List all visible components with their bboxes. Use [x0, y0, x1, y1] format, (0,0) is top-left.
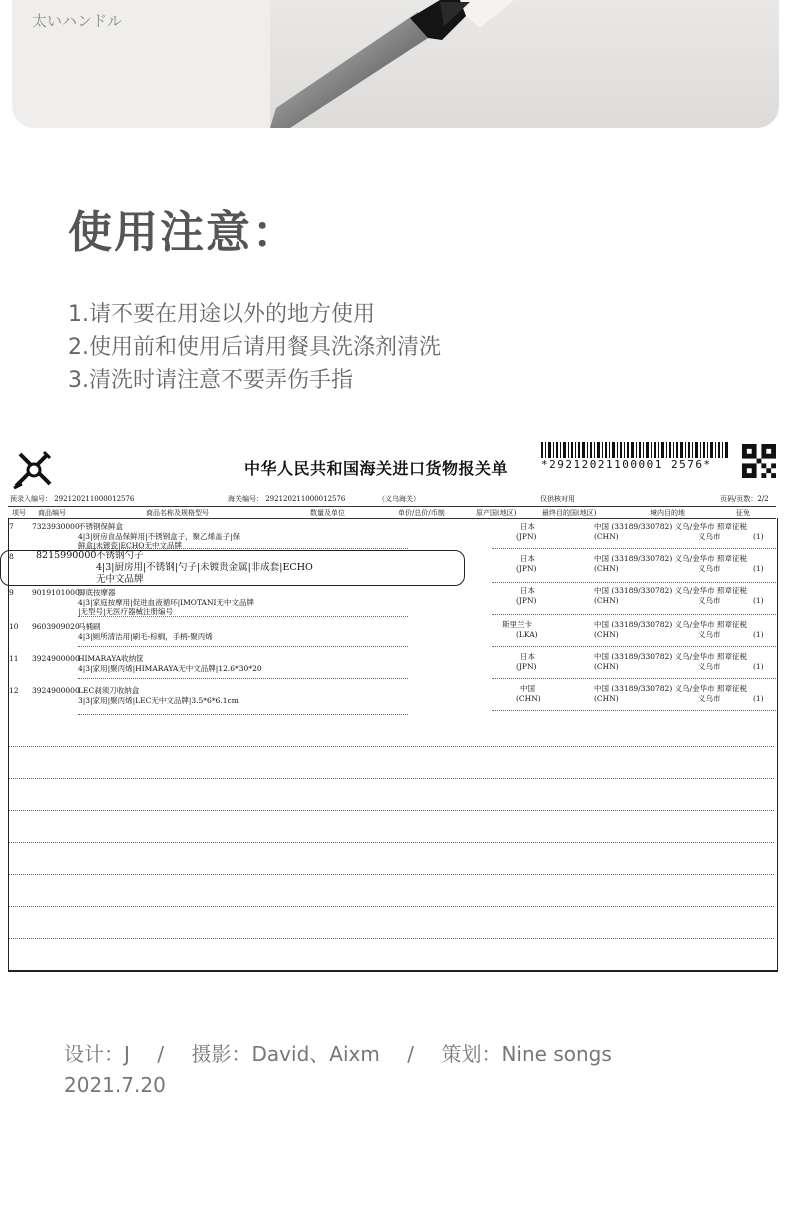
usage-list — [68, 298, 441, 397]
barcode-number: *29212021100001 2576* — [541, 458, 712, 471]
row-dest-city: 义乌市 — [698, 564, 721, 573]
row-origin: 斯里兰卡 — [502, 620, 532, 629]
row-destination: 中国 (33189/330782) 义乌/金华市 照章征税 — [594, 620, 748, 629]
header-domestic: 境内目的地 — [650, 509, 685, 517]
header-code: 商品编号 — [38, 509, 66, 517]
row-code: 8215990000 — [36, 550, 97, 561]
credit-separator: / — [157, 1042, 165, 1066]
row-origin-code: (CHN) — [516, 694, 541, 703]
row-dest-city: 义乌市 — [698, 532, 721, 541]
product-caption: 太いハンドル — [32, 12, 123, 30]
row-spec2: 鲜盒|未镀瓷|ECHO无中文品牌 — [78, 541, 182, 550]
row-code: 3924900000 — [32, 654, 80, 663]
row-origin: 中国 — [520, 684, 535, 693]
row-destination: 中国 (33189/330782) 义乌/金华市 照章征税 — [594, 684, 748, 693]
customs-number: 海关编号： 292120211000012576 — [228, 495, 346, 503]
row-spec: 4|3|厨房食品保鲜用|不锈钢盒子，聚乙烯盖子|保 — [78, 532, 241, 541]
row-spec: 4|3|厕所清洁用|刷毛-棕榈，手柄-聚丙烯 — [78, 632, 213, 641]
row-origin-code: (LKA) — [516, 630, 538, 639]
header-destination: 最终目的国(地区) — [542, 509, 597, 517]
usage-item: 2.使用前和使用后请用餐具洗涤剂清洗 — [68, 335, 441, 360]
knife-photo — [270, 0, 779, 128]
barcode — [541, 442, 731, 458]
row-tax: (1) — [753, 532, 764, 541]
row-dest-city: 义乌市 — [698, 630, 721, 639]
row-tax: (1) — [753, 662, 764, 671]
credit-photo: 摄影：David、Aixm — [191, 1042, 380, 1066]
document-title: 中华人民共和国海关进口货物报关单 — [244, 459, 509, 478]
row-origin-code: (JPN) — [516, 662, 537, 671]
row-origin-code: (JPN) — [516, 532, 537, 541]
row-tax: (1) — [753, 694, 764, 703]
usage-title: 使用注意： — [68, 207, 298, 258]
header-item-no: 项号 — [12, 509, 26, 517]
qr-code-icon — [742, 444, 776, 478]
row-dest-code: (CHN) — [594, 662, 619, 671]
row-dest-city: 义乌市 — [698, 596, 721, 605]
usage-item: 3.清洗时请注意不要弄伤手指 — [68, 368, 353, 393]
row-spec: 3|3|家用|聚丙烯|LEC无中文品牌|3.5*6*6.1cm — [78, 696, 239, 705]
credit-separator: / — [407, 1042, 415, 1066]
row-spec2: 无中文品牌 — [96, 574, 144, 585]
row-no: 11 — [9, 654, 19, 663]
row-destination: 中国 (33189/330782) 义乌/金华市 照章征税 — [594, 522, 748, 531]
row-no: 8 — [9, 552, 14, 561]
row-no: 9 — [9, 588, 14, 597]
header-origin: 原产国(地区) — [476, 509, 517, 517]
row-tax: (1) — [753, 564, 764, 573]
document-border — [8, 518, 778, 972]
row-spec: 4|3|家庭按摩用|促进血液循环|IMOTANI无中文品牌 — [78, 598, 254, 607]
product-image-card — [12, 0, 779, 128]
row-name: 脚底按摩器 — [78, 588, 116, 597]
header-tax: 征免 — [736, 509, 750, 517]
row-no: 10 — [9, 622, 19, 631]
customs-emblem-icon — [10, 448, 58, 492]
row-name: 马桶刷 — [78, 622, 101, 631]
row-name: LEC刹须刀收纳盒 — [78, 686, 140, 695]
row-code: 9603909020 — [32, 622, 80, 631]
usage-item: 1.请不要在用途以外的地方使用 — [68, 302, 375, 327]
row-code: 3924900000 — [32, 686, 80, 695]
row-dest-code: (CHN) — [594, 564, 619, 573]
row-origin-code: (JPN) — [516, 596, 537, 605]
row-origin-code: (JPN) — [516, 564, 537, 573]
customs-port: （义乌海关） — [378, 495, 420, 503]
row-destination: 中国 (33189/330782) 义乌/金华市 照章征税 — [594, 652, 748, 661]
credit-design: 设计：J — [64, 1042, 130, 1066]
header-price: 单价/总价/币制 — [398, 509, 445, 517]
row-name: 不锈钢勺子 — [96, 550, 144, 561]
row-destination: 中国 (33189/330782) 义乌/金华市 照章征税 — [594, 554, 748, 563]
credit-plan: 策划：Nine songs — [441, 1042, 612, 1066]
row-spec: 4|3|家用|聚丙烯|HIMARAYA无中文品牌|12.6*30*20 — [78, 664, 262, 673]
row-origin: 日本 — [520, 554, 535, 563]
row-dest-code: (CHN) — [594, 694, 619, 703]
row-destination: 中国 (33189/330782) 义乌/金华市 照章征税 — [594, 586, 748, 595]
pre-entry-number: 预录入编号： 292120211000012576 — [10, 495, 135, 503]
row-origin: 日本 — [520, 652, 535, 661]
row-dest-city: 义乌市 — [698, 694, 721, 703]
row-code: 7323930000 — [32, 522, 80, 531]
row-origin: 日本 — [520, 586, 535, 595]
row-code: 9019101000 — [32, 588, 80, 597]
customs-declaration — [8, 438, 780, 976]
row-tax: (1) — [753, 630, 764, 639]
row-tax: (1) — [753, 596, 764, 605]
row-dest-code: (CHN) — [594, 596, 619, 605]
knife-illustration — [270, 0, 779, 128]
row-spec: 4|3|厨房用|不锈钢|勺子|未镀贵金属|非成套|ECHO — [96, 562, 313, 573]
row-no: 12 — [9, 686, 19, 695]
row-dest-city: 义乌市 — [698, 662, 721, 671]
credits-line — [64, 1038, 614, 1067]
header-name: 商品名称及规格型号 — [146, 509, 209, 517]
row-dest-code: (CHN) — [594, 532, 619, 541]
page-count: 页码/页数：2/2 — [720, 495, 769, 503]
row-name: 不锈钢保鲜盒 — [78, 522, 123, 531]
row-name: HIMARAYA收纳筐 — [78, 654, 144, 663]
row-no: 7 — [9, 522, 14, 531]
row-dest-code: (CHN) — [594, 630, 619, 639]
row-spec2: |无型号|无医疗器械注册编号 — [78, 607, 174, 616]
row-origin: 日本 — [520, 522, 535, 531]
publish-date: 2021.7.20 — [64, 1073, 166, 1097]
header-quantity: 数量及单位 — [310, 509, 345, 517]
verify-note: 仅供核对用 — [540, 495, 575, 503]
